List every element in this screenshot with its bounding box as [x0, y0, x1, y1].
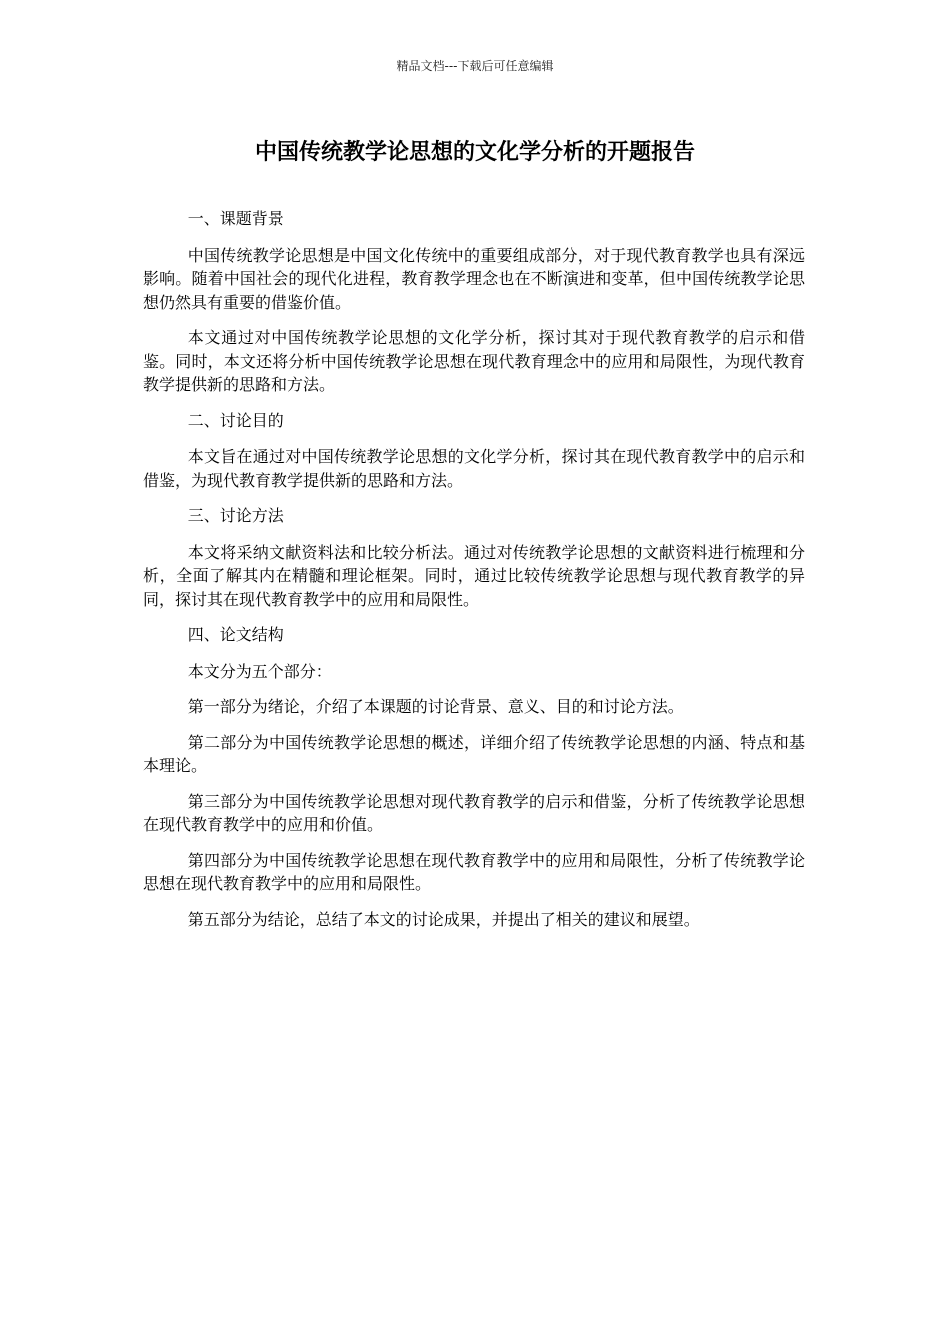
paragraph-structure-intro: 本文分为五个部分：	[187, 661, 332, 681]
paragraph-part-4: 第四部分为中国传统教学论思想在现代教育教学中的应用和局限性，分析了传统教学论思想在现代教育教学中的应用和局限性。	[143, 850, 805, 893]
section-heading-method: 三、讨论方法	[187, 506, 284, 525]
paragraph-part-5: 第五部分为结论，总结了本文的讨论成果，并提出了相关的建议和展望。	[187, 909, 700, 929]
paragraph-part-2: 第二部分为中国传统教学论思想的概述，详细介绍了传统教学论思想的内涵、特点和基本理论。	[143, 732, 805, 775]
section-heading-purpose: 二、讨论目的	[187, 410, 284, 430]
paragraph-method: 本文将采纳文献资料法和比较分析法。通过对传统教学论思想的文献资料进行梳理和分析，全面了解其内在精髓和理论框架。同时，通过比较传统教学论思想与现代教育教学的异同，探讨其在现代教育教学中的应用和局限性。	[143, 542, 805, 609]
section-heading-structure: 四、论文结构	[187, 625, 284, 644]
section-heading-background: 一、课题背景	[187, 209, 284, 228]
paragraph-purpose: 本文旨在通过对中国传统教学论思想的文化学分析，探讨其在现代教育教学中的启示和借鉴，为现代教育教学提供新的思路和方法。	[143, 447, 805, 490]
paragraph-background-1: 中国传统教学论思想是中国文化传统中的重要组成部分，对于现代教育教学也具有深远影响。随着中国社会的现代化进程，教育教学理念也在不断演进和变革，但中国传统教学论思想仍然具有重要的借鉴价值。	[143, 245, 805, 312]
paragraph-part-3: 第三部分为中国传统教学论思想对现代教育教学的启示和借鉴，分析了传统教学论思想在现代教育教学中的应用和价值。	[143, 791, 805, 834]
header-note: 精品文档---下载后可任意编辑	[396, 59, 554, 73]
document-body	[143, 207, 805, 943]
paragraph-part-1: 第一部分为绪论，介绍了本课题的讨论背景、意义、目的和讨论方法。	[187, 697, 684, 716]
document-title: 中国传统教学论思想的文化学分析的开题报告	[254, 140, 695, 165]
paragraph-background-2: 本文通过对中国传统教学论思想的文化学分析，探讨其对于现代教育教学的启示和借鉴。同时，本文还将分析中国传统教学论思想在现代教育理念中的应用和局限性，为现代教育教学提供新的思路和方法。	[143, 328, 805, 394]
